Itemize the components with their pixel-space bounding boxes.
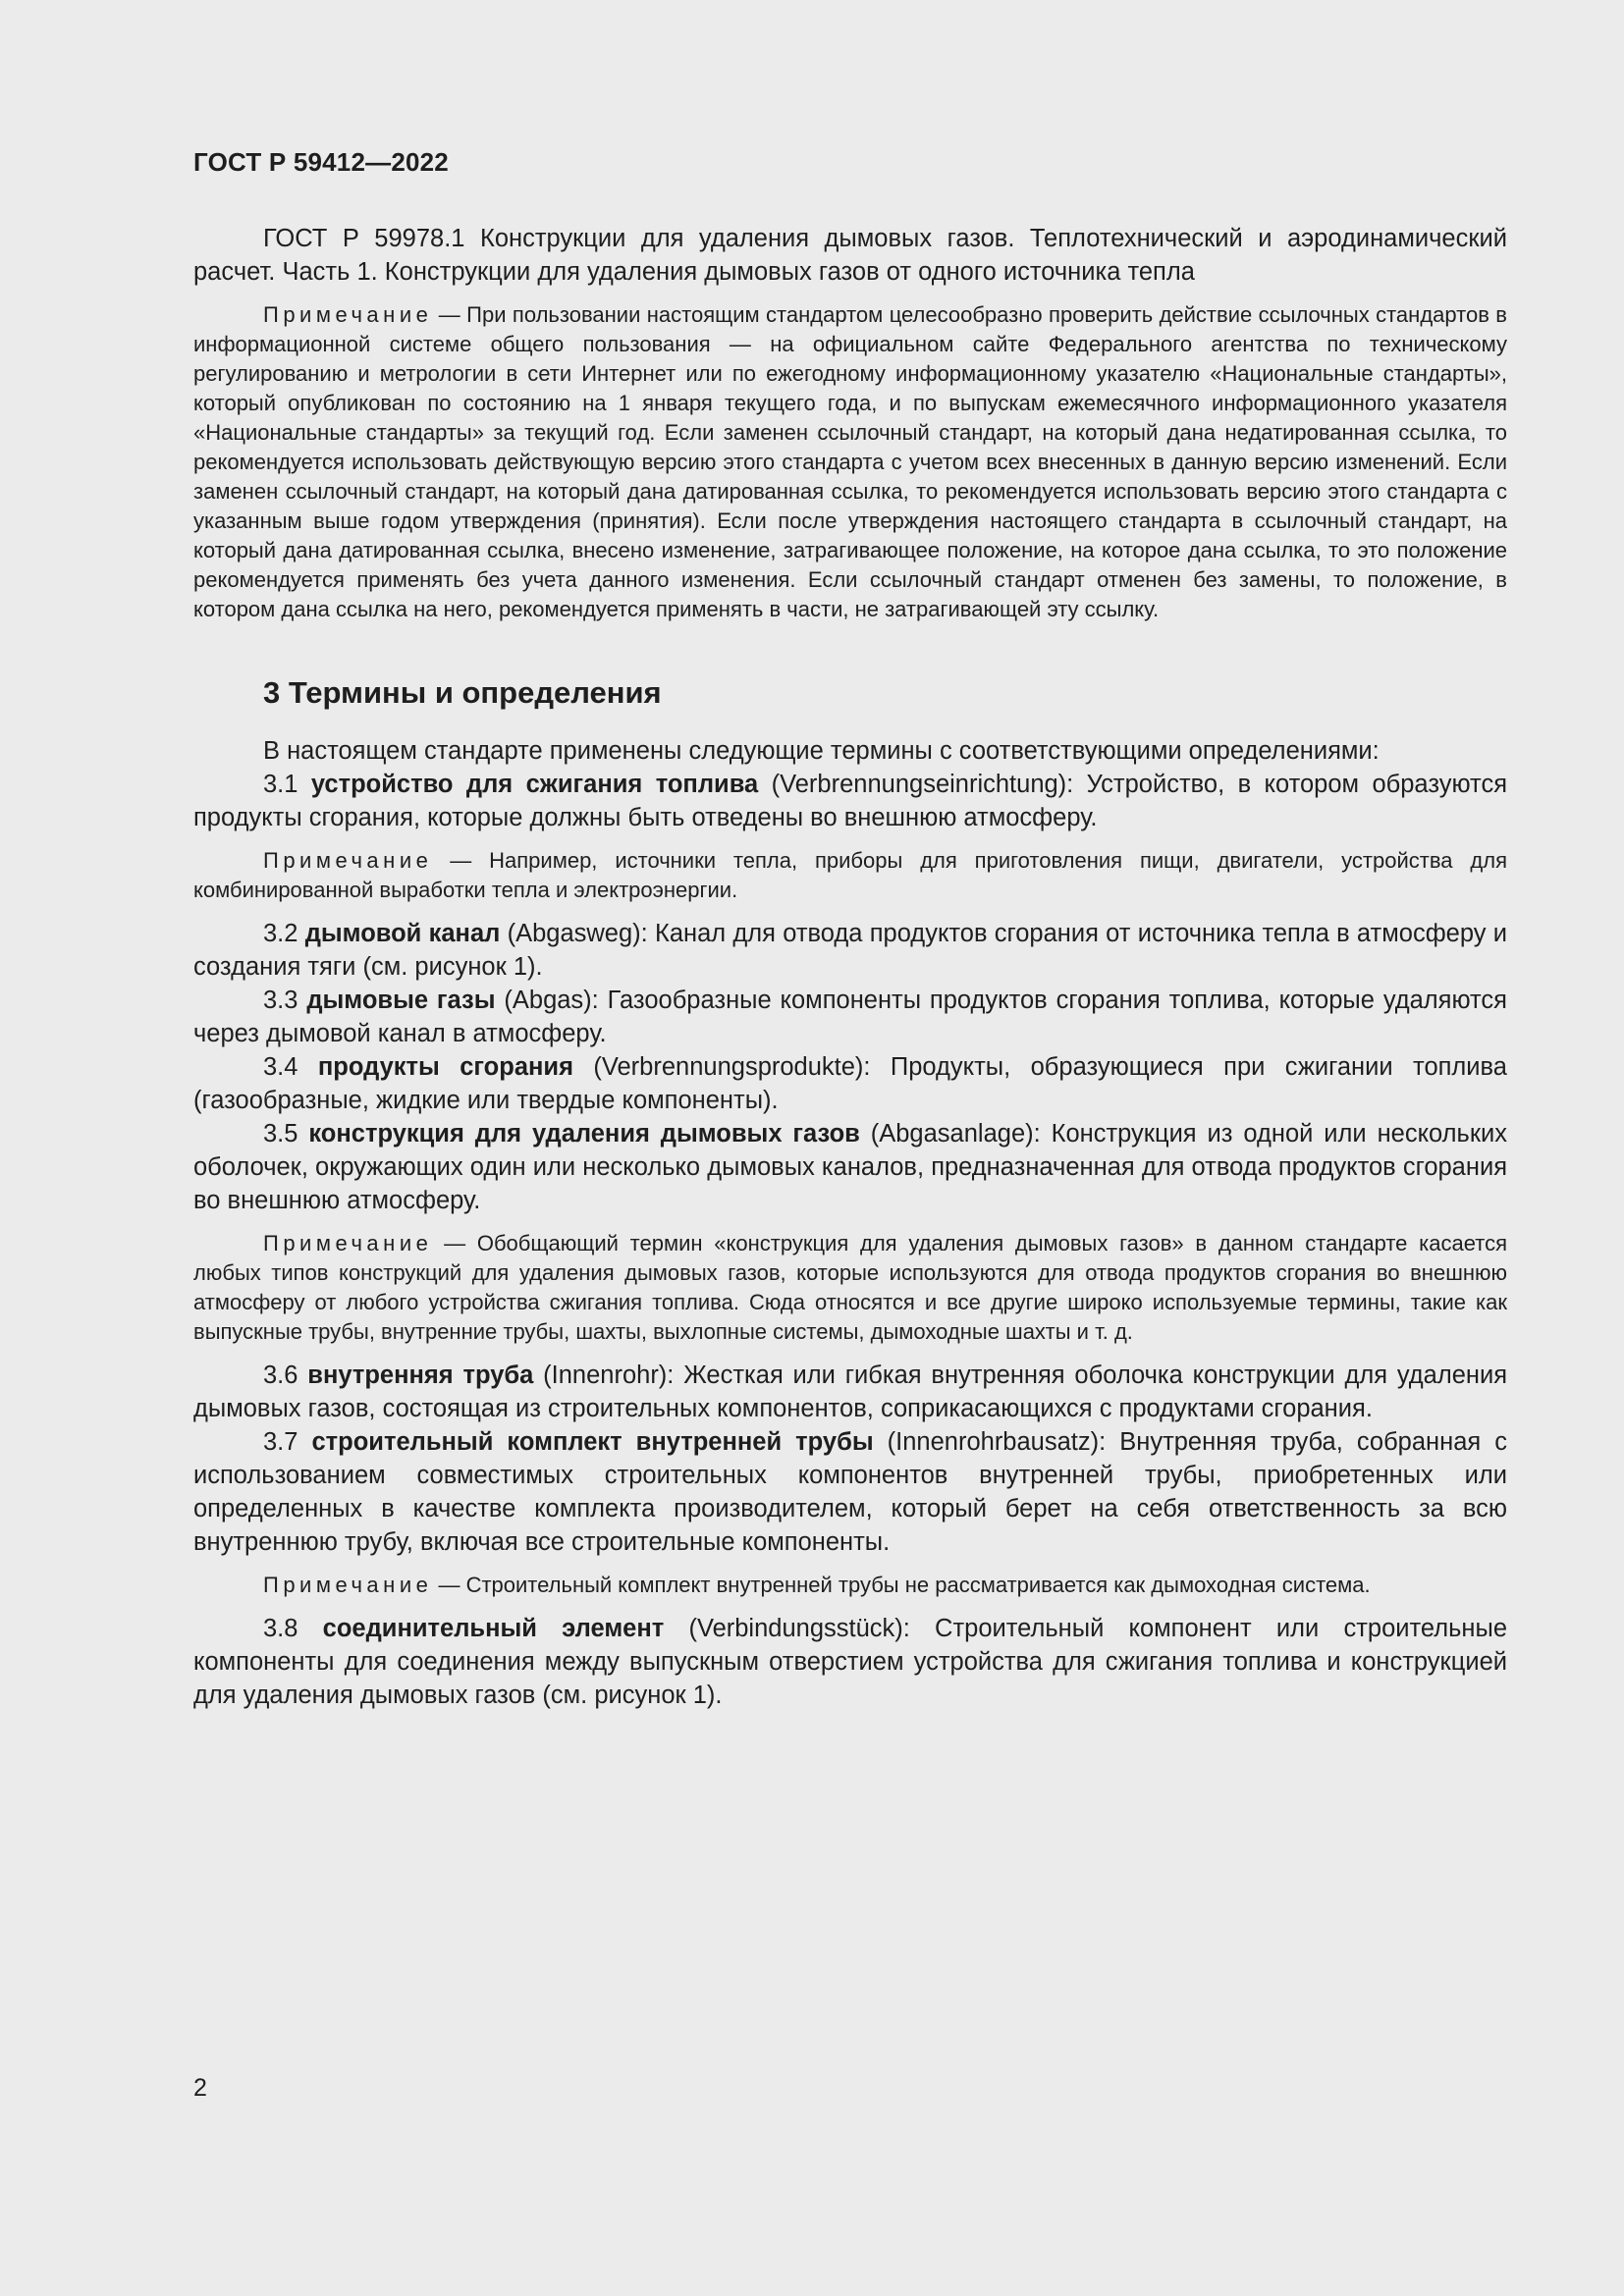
note-text: — Строительный комплект внутренней трубы не рассматривается как дымоходная система. [438, 1573, 1371, 1597]
term-number: 3.6 [263, 1362, 298, 1389]
note-label: Примечание [263, 848, 433, 873]
term-text: (Abgas): Газообразные компоненты продуктов сгорания топлива, которые удаляются через дымовой канал в атмосферу. [193, 987, 1507, 1047]
term-definition [193, 1425, 1507, 1559]
section-heading: 3 Термины и определения [263, 675, 662, 710]
term-text: (Abgasanlage): Конструкция из одной или нескольких оболочек, окружающих один или несколько дымовых каналов, предназначенная для отвода продуктов сгорания во внешнюю атмосферу. [193, 1120, 1507, 1214]
term-name: продукты сгорания [317, 1053, 573, 1081]
note-text: — Обобщающий термин «конструкция для удаления дымовых газов» в данном стандарте касается любых типов конструкций для удаления дымовых газов, которые используются для отвода продуктов сгорания во внешнюю атмосферу от любого устройства сжигания топлива. Сюда относятся и все другие широко используемые термины, такие как выпускные трубы, внутренние трубы, шахты, выхлопные системы, дымоходные шахты и т. д. [193, 1231, 1507, 1344]
term-text: (Abgasweg): Канал для отвода продуктов сгорания от источника тепла в атмосферу и создания тяги (см. рисунок 1). [193, 920, 1507, 981]
note-paragraph [193, 300, 1507, 624]
note-paragraph [193, 846, 1507, 905]
term-definition [193, 1359, 1507, 1425]
term-text: (Verbindungsstück): Строительный компонент или строительные компоненты для соединения между выпускным отверстием устройства для сжигания топлива и конструкцией для удаления дымовых газов (см. рисунок 1). [193, 1615, 1507, 1709]
term-text: (Verbrennungsprodukte): Продукты, образующиеся при сжигании топлива (газообразные, жидкие или твердые компоненты). [193, 1053, 1507, 1114]
note-paragraph [193, 1229, 1507, 1347]
note-label: Примечание [263, 1573, 433, 1597]
reference-item: ГОСТ Р 59978.1 Конструкции для удаления дымовых газов. Теплотехнический и аэродинамический расчет. Часть 1. Конструкции для удаления дымовых газов от одного источника тепла [193, 225, 1507, 286]
term-text: (Innenrohr): Жесткая или гибкая внутренняя оболочка конструкции для удаления дымовых газов, состоящая из строительных компонентов, соприкасающихся с продуктами сгорания. [193, 1362, 1508, 1422]
document-header: ГОСТ Р 59412—2022 [193, 147, 449, 177]
term-text: (Innenrohrbausatz): Внутренняя труба, собранная с использованием совместимых строительных компонентов внутренней трубы, приобретенных или определенных в качестве комплекта производителем, который берет на себя ответственность за всю внутреннюю трубу, включая все строительные компоненты. [193, 1428, 1507, 1556]
term-name: дымовые газы [306, 987, 496, 1014]
term-name: внутренняя труба [307, 1362, 534, 1389]
page-content [193, 222, 1507, 1712]
term-name: соединительный элемент [322, 1615, 665, 1642]
term-definition [193, 1117, 1507, 1217]
term-number: 3.5 [263, 1120, 298, 1148]
page-number: 2 [193, 2074, 207, 2102]
note-label: Примечание [263, 1231, 433, 1255]
term-name: конструкция для удаления дымовых газов [308, 1120, 860, 1148]
note-text: — Например, источники тепла, приборы для приготовления пищи, двигатели, устройства для комбинированной выработки тепла и электроэнергии. [193, 848, 1507, 902]
term-name: устройство для сжигания топлива [310, 771, 759, 798]
term-definition [193, 917, 1507, 984]
term-number: 3.7 [263, 1428, 298, 1456]
term-definition [193, 1050, 1507, 1117]
term-number: 3.3 [263, 987, 298, 1014]
term-text: (Verbrennungseinrichtung): Устройство, в котором образуются продукты сгорания, которые должны быть отведены во внешнюю атмосферу. [193, 771, 1507, 831]
term-number: 3.2 [263, 920, 298, 947]
term-name: дымовой канал [304, 920, 501, 947]
section-intro: В настоящем стандарте применены следующие термины с соответствующими определениями: [263, 737, 1380, 765]
term-name: строительный комплект внутренней трубы [311, 1428, 874, 1456]
note-paragraph [193, 1571, 1507, 1600]
term-definition [193, 984, 1507, 1050]
note-label: Примечание [263, 302, 433, 327]
note-text: — При пользовании настоящим стандартом целесообразно проверить действие ссылочных стандартов в информационной системе общего пользования — на официальном сайте Федерального агентства по техническому регулированию и метрологии в сети Интернет или по ежегодному информационному указателю «Национальные стандарты», который опубликован по состоянию на 1 января текущего года, и по выпускам ежемесячного информационного указателя «Национальные стандарты» за текущий год. Если заменен ссылочный стандарт, на который дана недатированная ссылка, то рекомендуется использовать действующую версию этого стандарта с учетом всех внесенных в данную версию изменений. Если заменен ссылочный стандарт, на который дана датированная ссылка, то рекомендуется использовать версию этого стандарта с указанным выше годом утверждения (принятия). Если после утверждения настоящего стандарта в ссылочный стандарт, на который дана датированная ссылка, внесено изменение, затрагивающее положение, на которое дана ссылка, то это положение рекомендуется применять без учета данного изменения. Если ссылочный стандарт отменен без замены, то положение, в котором дана ссылка на него, рекомендуется применять в части, не затрагивающей эту ссылку. [193, 302, 1507, 621]
term-definition [193, 1612, 1507, 1712]
term-definition [193, 768, 1507, 834]
term-number: 3.8 [263, 1615, 298, 1642]
term-number: 3.1 [263, 771, 298, 798]
term-number: 3.4 [263, 1053, 298, 1081]
